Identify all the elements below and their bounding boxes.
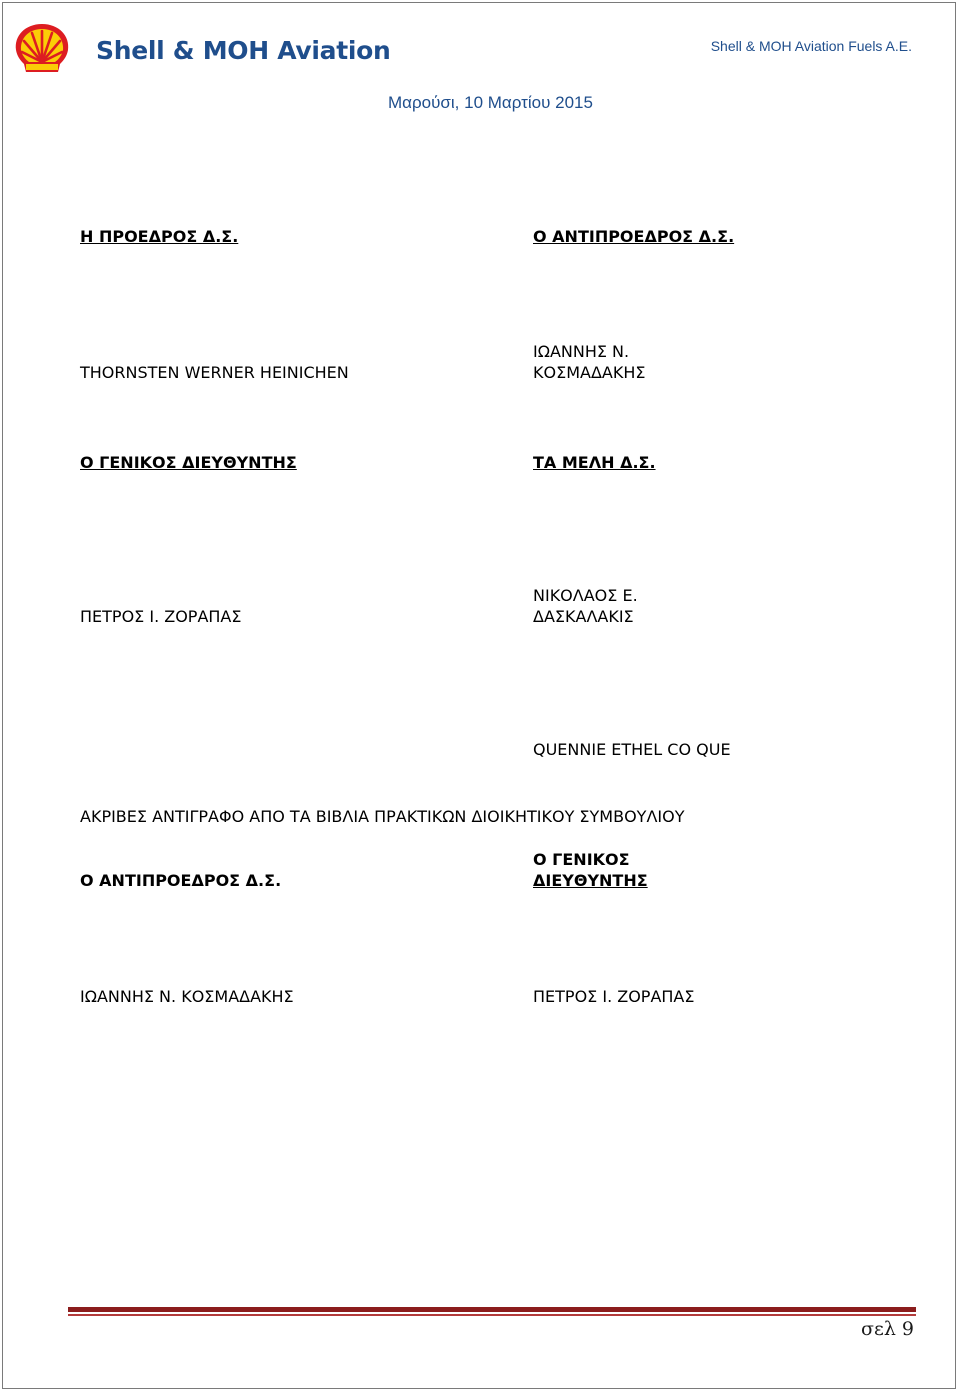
- general-manager-title: Ο ΓΕΝΙΚΟΣ ΔΙΕΥΘΥΝΤΗΣ: [80, 453, 297, 472]
- vice-chair-name-line1: ΙΩΑΝΝΗΣ Ν.: [533, 342, 630, 361]
- vice-chair-name-line2: ΚΟΣΜΑΔΑΚΗΣ: [533, 363, 646, 382]
- member1-name-line2: ΔΑΣΚΑΛΑΚΙΣ: [533, 607, 634, 626]
- vice-chair-title: Ο ΑΝΤΙΠΡΟΕΔΡΟΣ Δ.Σ.: [533, 227, 735, 246]
- chair-title: Η ΠΡΟΕΔΡΟΣ Δ.Σ.: [80, 227, 239, 246]
- document-date: Μαρούσι, 10 Μαρτίου 2015: [388, 93, 593, 112]
- member2-name: QUENNIE ETHEL CO QUE: [533, 740, 731, 759]
- company-name: Shell & MOH Aviation Fuels A.E.: [710, 38, 912, 54]
- page-border: [2, 2, 956, 1389]
- footer-divider: [68, 1307, 916, 1316]
- member1-name-line1: ΝΙΚΟΛΑΟΣ Ε.: [533, 586, 638, 605]
- page-number: σελ 9: [861, 1318, 914, 1340]
- cert-gm-title-line2: ΔΙΕΥΘΥΝΤΗΣ: [533, 871, 648, 890]
- shell-pecten-logo-icon: [12, 22, 72, 78]
- cert-gm-title-line1: Ο ΓΕΝΙΚΟΣ: [533, 850, 630, 869]
- brand-name: Shell & MOH Aviation: [96, 36, 391, 65]
- general-manager-name: ΠΕΤΡΟΣ Ι. ΖΟΡΑΠΑΣ: [80, 607, 242, 626]
- chair-name: THORNSTEN WERNER HEINICHEN: [80, 363, 349, 382]
- cert-vice-chair-name: ΙΩΑΝΝΗΣ Ν. ΚΟΣΜΑΔΑΚΗΣ: [80, 987, 294, 1006]
- cert-vice-chair-title: Ο ΑΝΤΙΠΡΟΕΔΡΟΣ Δ.Σ.: [80, 871, 282, 890]
- board-members-title: ΤΑ ΜΕΛΗ Δ.Σ.: [533, 453, 656, 472]
- certified-copy-statement: ΑΚΡΙΒΕΣ ΑΝΤΙΓΡΑΦΟ ΑΠΟ ΤΑ ΒΙΒΛΙΑ ΠΡΑΚΤΙΚΩΝ ΔΙΟΙΚΗΤΙΚΟΥ ΣΥΜΒΟΥΛΙΟΥ: [80, 807, 685, 826]
- cert-gm-name: ΠΕΤΡΟΣ Ι. ΖΟΡΑΠΑΣ: [533, 987, 695, 1006]
